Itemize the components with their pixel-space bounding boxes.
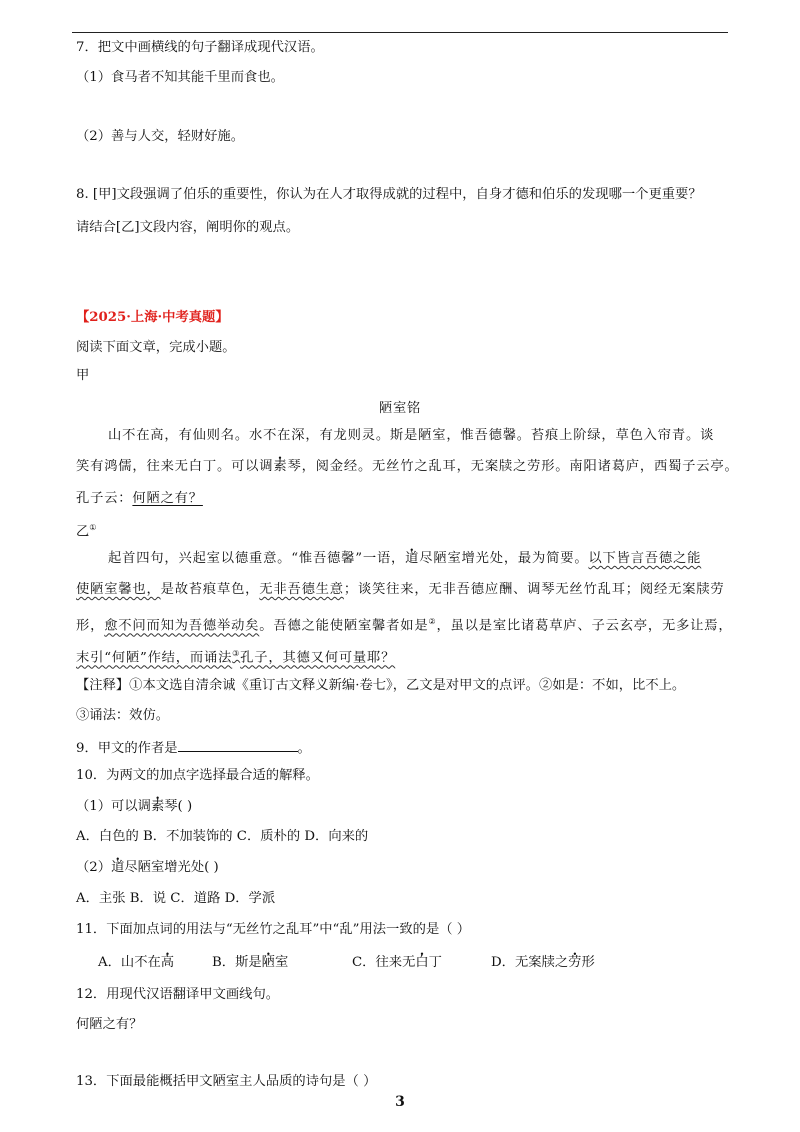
underlined-sentence: 何陋之有？ <box>132 491 203 506</box>
q11-option-c: C．往来无白丁 <box>352 955 442 970</box>
answer-blank[interactable] <box>178 737 298 752</box>
page-number: 3 <box>395 1094 405 1110</box>
poem-title: 陋室铭 <box>378 401 422 416</box>
q11-option-d: D．无案牍之劳形 <box>491 955 595 970</box>
notes-line-1: 【注释】①本文选自清余诚《重订古文释义新编·卷七》，乙文是对甲文的点评。②如是：不如，比不上。 <box>76 678 686 693</box>
q11-option-b: B．斯是陋室 <box>212 955 289 970</box>
q11-stem: 11．下面加点词的用法与“无丝竹之乱耳”中“乱”用法一致的是（ ） <box>76 922 471 937</box>
reading-instruction: 阅读下面文章，完成小题。 <box>76 340 236 355</box>
q7-stem: 7．把文中画横线的句子翻译成现代汉语。 <box>76 40 324 55</box>
q12-stem: 12．用现代汉语翻译甲文画线句。 <box>76 987 280 1002</box>
source-tag: 【2025·上海·中考真题】 <box>76 310 229 325</box>
header-rule <box>72 32 728 33</box>
poem-line-1: 山不在高，有仙则名。水不在深，有龙则灵。斯是陋室，惟吾德馨。苔痕上阶绿，草色入帘青。谈 <box>108 428 715 443</box>
q10-sub-1: （1）可以调素琴( ) <box>76 799 193 814</box>
notes-line-2: ③诵法：效仿。 <box>76 708 170 723</box>
yi-line-3: 形，愈不问而知为吾德举动矣。吾德之能使陋室馨者如是②，虽以是室比诸葛草庐、子云玄亭，无多让焉， <box>76 617 733 634</box>
poem-line-2: 笑有鸿儒，往来无白丁。可以调素琴，阅金经。无丝竹之乱耳，无案牍之劳形。南阳诸葛庐，西蜀子云亭。 <box>76 459 739 474</box>
q8-line-1: 8. [甲]文段强调了伯乐的重要性，你认为在人才取得成就的过程中，自身才德和伯乐的发现哪一个更重要？ <box>76 187 702 202</box>
yi-line-4: 末引“何陋”作结，而诵法③孔子，其德又何可量耶？ <box>76 649 396 666</box>
q7-sentence-2: （2）善与人交，轻财好施。 <box>76 129 245 144</box>
q7-sentence-1: （1）食马者不知其能千里而食也。 <box>76 70 284 85</box>
q9: 9．甲文的作者是 。 <box>76 737 311 759</box>
q10-options-1: A．白色的 B．不加装饰的 C．质朴的 D．向来的 <box>76 829 369 844</box>
q12-sentence: 何陋之有？ <box>76 1017 143 1032</box>
q10-options-2: A．主张 B．说 C．道路 D．学派 <box>76 891 276 906</box>
yi-line-1: 起首四句，兴起室以德重意。“惟吾德馨”一语，道尽陋室增光处，最为简要。以下皆言吾德之能 <box>108 551 702 566</box>
q8-line-2: 请结合[乙]文段内容，阐明你的观点。 <box>76 220 300 235</box>
q11-option-a: A．山不在高 <box>98 955 175 970</box>
poem-line-3: 孔子云：何陋之有？ <box>76 491 203 506</box>
passage-jia-label: 甲 <box>76 368 90 383</box>
q10-stem: 10．为两文的加点字选择最合适的解释。 <box>76 768 319 783</box>
emphasis-dot-su: 素 <box>273 459 288 474</box>
emphasis-dot-dao: 道 <box>405 551 420 566</box>
yi-line-2: 使陋室馨也，是故苔痕草色，无非吾德生意；谈笑往来，无非吾德应酬、调琴无丝竹乱耳；阅经无案牍劳 <box>76 582 725 597</box>
q10-sub-2: （2）道尽陋室增光处( ) <box>76 860 219 875</box>
q13-stem: 13．下面最能概括甲文陋室主人品质的诗句是（ ） <box>76 1074 377 1089</box>
passage-yi-label: 乙① <box>76 523 97 540</box>
